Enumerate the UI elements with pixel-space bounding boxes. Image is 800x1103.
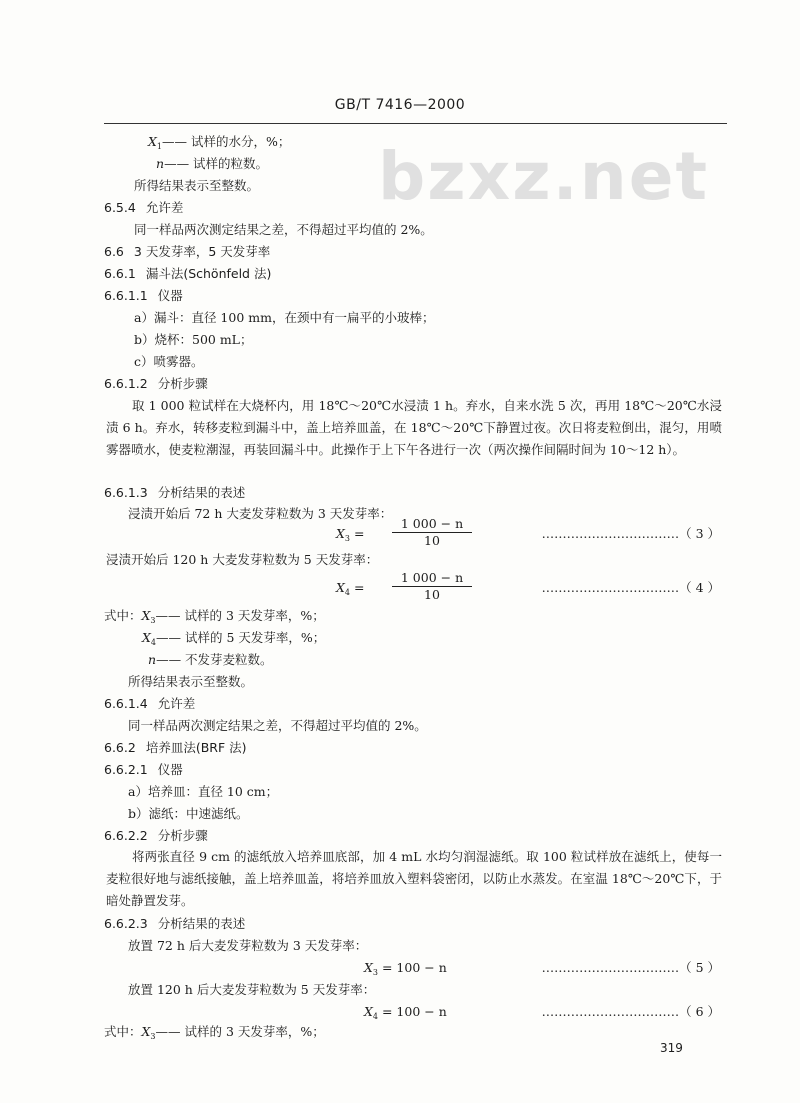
procedure-paragraph: 取 1 000 粒试样在大烧杯内，用 18℃～20℃水浸渍 1 h。弃水，自来水洗 5 次，再用 18℃～20℃水浸渍 6 h。弃水，转移麦粒到漏斗中，盖上培养皿盖，在 18℃～20℃下静置过夜。次日将麦粒倒出，混匀，用喷雾器喷水，使麦粒潮湿，再装回漏斗中。此操作于上下午各进行一次（两次操作间隔时间为 10～12 h）。 [106,398,722,457]
var-x1-def [148,134,290,152]
symbol-x: X [148,134,157,149]
equation-5-number: ……………………………（ 5 ） [541,960,720,975]
heading-6-6-1-1 [104,288,183,304]
section-title: 仪器 [157,288,183,303]
equation-3-fraction [392,516,472,549]
section-number: 6.6 [104,244,124,259]
section-number: 6.6.1.2 [104,376,148,391]
section-number: 6.5.4 [104,200,136,215]
section-title: 分析步骤 [157,376,208,391]
subscript: 1 [156,142,162,151]
subscript: 3 [344,534,350,543]
section-title: 分析步骤 [157,828,208,843]
where-x3 [104,608,325,626]
equation-3-number: ……………………………（ 3 ） [541,526,720,541]
symbol-x: X [142,630,151,645]
section-number: 6.6.1.1 [104,288,148,303]
heading-6-6-2-2 [104,828,208,844]
section-title: 允许差 [145,200,184,215]
where-label: 式中： [104,608,142,623]
where-label: 式中： [104,1024,142,1039]
list-item: a）漏斗：直径 100 mm，在颈中有一扁平的小玻棒； [134,310,435,325]
equation-rhs: = 100 − n [381,960,447,975]
subscript: 3 [150,1032,156,1041]
subscript: 4 [150,638,156,647]
x3-description: —— 试样的 3 天发芽率，%； [155,1024,325,1039]
tolerance-text: 同一样品两次测定结果之差，不得超过平均值的 2%。 [134,222,433,237]
equation-3-lhs: $X_3$ = [336,526,365,543]
section-number: 6.6.1 [104,266,136,281]
equation-6 [364,1004,447,1022]
symbol-n: n [148,652,157,667]
eq4-intro: 浸渍开始后 120 h 大麦发芽粒数为 5 天发芽率： [106,552,379,567]
list-item: c）喷雾器。 [134,354,204,369]
list-item: a）培养皿：直径 10 cm； [128,784,279,799]
section-number: 6.6.2.3 [104,916,148,931]
section-title: 分析结果的表述 [157,916,246,931]
watermark: bzxz.net [378,138,710,215]
subscript: 3 [150,616,156,625]
result-note: 所得结果表示至整数。 [134,178,260,193]
heading-6-6-1-2 [104,376,208,392]
symbol-x: X [336,580,345,595]
section-title: 培养皿法(BRF 法) [145,740,247,755]
equation-4-number: ……………………………（ 4 ） [541,580,720,595]
symbol-n: n [156,156,165,171]
denominator: 10 [424,533,440,548]
equation-4-fraction [392,570,472,603]
heading-6-6-1-4 [104,696,195,712]
section-number: 6.6.2.2 [104,828,148,843]
heading-6-6-1-3 [104,485,245,501]
procedure-paragraph: 将两张直径 9 cm 的滤纸放入培养皿底部，加 4 mL 水均匀润湿滤纸。取 100 粒试样放在滤纸上，使每一麦粒很好地与滤纸接触，盖上培养皿盖，将培养皿放入塑料袋密闭，以防止水蒸发。在室温 18℃～20℃下，于暗处静置发芽。 [106,849,722,908]
x3-description: —— 试样的 3 天发芽率，%； [155,608,325,623]
var-n-def [156,156,268,172]
eq6-intro: 放置 120 h 后大麦发芽粒数为 5 天发芽率： [128,982,376,997]
eq3-intro: 浸渍开始后 72 h 大麦发芽粒数为 3 天发芽率： [128,506,393,521]
section-title: 分析结果的表述 [157,485,246,500]
result-note: 所得结果表示至整数。 [128,674,254,689]
eq5-intro: 放置 72 h 后大麦发芽粒数为 3 天发芽率： [128,938,368,953]
heading-6-6-1 [104,266,271,282]
section-title: 3 天发芽率，5 天发芽率 [133,244,271,259]
section-title: 仪器 [157,762,183,777]
heading-6-6-2-1 [104,762,183,778]
equation-4-lhs: $X_4$ = [336,580,365,597]
section-number: 6.6.2.1 [104,762,148,777]
document-header: GB/T 7416—2000 [334,97,466,113]
numerator: 1 000 − n [392,516,472,533]
subscript: 4 [344,588,350,597]
heading-6-6-2-3 [104,916,245,932]
list-item: b）滤纸：中速滤纸。 [128,806,249,821]
equation-6-number: ……………………………（ 6 ） [541,1004,720,1019]
heading-6-6-2 [104,740,247,756]
list-item: b）烧杯：500 mL； [134,332,253,347]
equation-5 [364,960,447,978]
n-description: —— 不发芽麦粒数。 [156,652,273,667]
header-rule [104,123,727,124]
equation-rhs: = 100 − n [381,1004,447,1019]
heading-6-6 [104,244,270,260]
section-number: 6.6.1.4 [104,696,148,711]
tolerance-text: 同一样品两次测定结果之差，不得超过平均值的 2%。 [128,718,427,733]
n-description: —— 试样的粒数。 [164,156,269,171]
symbol-x: X [364,960,373,975]
symbol-x: X [336,526,345,541]
denominator: 10 [424,587,440,602]
page-number: 319 [660,1041,683,1055]
section-title: 漏斗法(Schönfeld 法) [145,266,272,281]
heading-6-5-4 [104,200,183,216]
section-number: 6.6.1.3 [104,485,148,500]
section-title: 允许差 [157,696,196,711]
subscript: 3 [372,968,378,977]
symbol-x: X [364,1004,373,1019]
where-n [148,652,273,668]
x4-description: —— 试样的 5 天发芽率，%； [156,630,326,645]
x1-description: —— 试样的水分，%； [162,134,291,149]
symbol-x: X [141,608,151,623]
symbol-x: X [141,1024,151,1039]
section-number: 6.6.2 [104,740,136,755]
where-x4 [142,630,325,648]
where-x3 [104,1024,325,1042]
subscript: 4 [372,1012,378,1021]
numerator: 1 000 − n [392,570,472,587]
